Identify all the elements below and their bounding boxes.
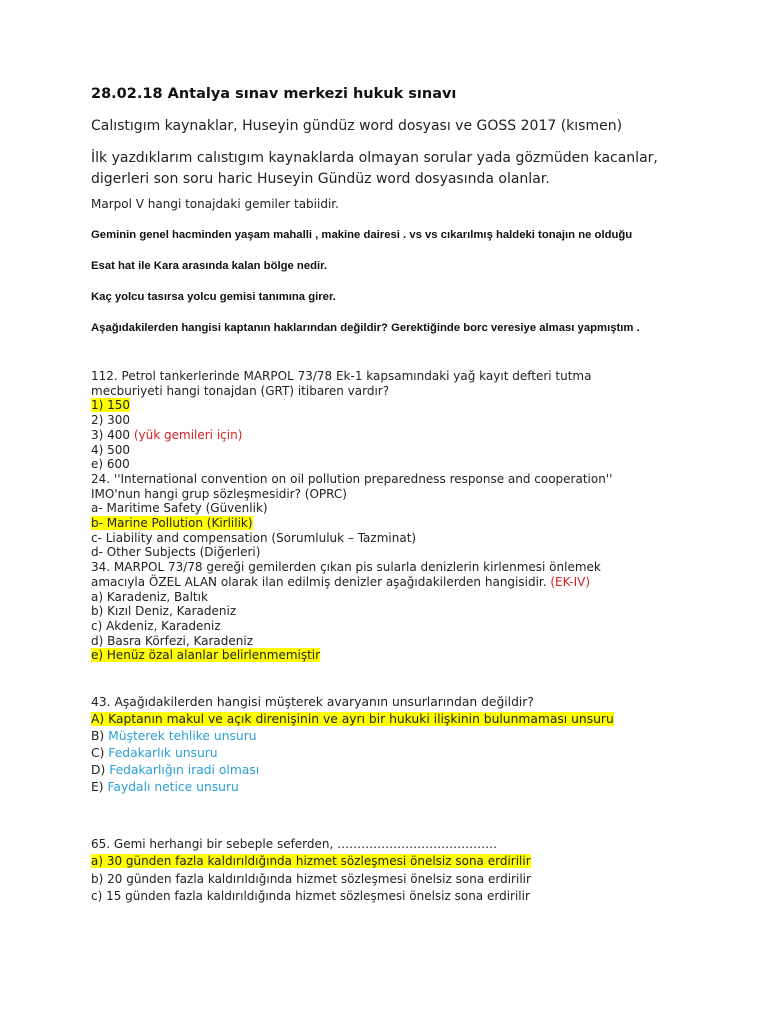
q34-option-a: a) Karadeniz, Baltık [91,589,208,604]
short-question-4: Kaç yolcu tasırsa yolcu gemisi tanımına girer. [91,291,336,303]
q24-option-a: a- Maritime Safety (Güvenlik) [91,501,268,516]
page-title: 28.02.18 Antalya sınav merkezi hukuk sınavı [91,86,457,102]
q24-option-c: c- Liability and compensation (Sorumluluk – Tazminat) [91,530,417,545]
short-question-1: Marpol V hangi tonajdaki gemiler tabiidir. [91,197,339,211]
q112-option-3-text: 3) 400 [91,427,134,442]
q43-option-c [91,745,614,762]
q112-option-3 [91,428,612,443]
q65-option-a-correct: a) 30 günden fazla kaldırıldığında hizmet sözleşmesi önelsiz sona erdirilir [91,854,531,869]
q43-option-b-prefix: B) [91,729,109,743]
q43-option-c-text: Fedakarlık unsuru [108,746,218,760]
q43-option-e-text: Faydalı netice unsuru [107,780,239,794]
q43-option-e-prefix: E) [91,780,108,794]
q112-line-2: mecburiyeti hangi tonajdan (GRT) itibaren vardır? [91,383,390,398]
q24-option-b-correct: b- Marine Pollution (Kirlilik) [91,516,253,531]
q43-option-d-text: Fedakarlığın iradi olması [109,763,260,777]
q34-line-2 [91,575,612,590]
question-block-43 [91,694,614,796]
q24-line-2: IMO'nun hangi grup sözleşmesidir? (OPRC) [91,486,347,501]
q112-option-3-note: (yük gemileri için) [133,427,243,442]
q112-option-1-correct: 1) 150 [91,398,131,413]
q112-option-2: 2) 300 [91,413,131,428]
q24-line-1: 24. ''International convention on oil pollution preparedness response and cooperation'' [91,471,613,486]
q43-option-b-text: Müşterek tehlike unsuru [108,729,257,743]
q34-option-d: d) Basra Körfezi, Karadeniz [91,633,254,648]
q34-line-2-text: amacıyla ÖZEL ALAN olarak ilan edilmiş denizler aşağıdakilerden hangisidir. [91,574,551,589]
q65-question: 65. Gemi herhangi bir sebeple seferden, …………………………………. [91,837,497,851]
q65-option-b: b) 20 günden fazla kaldırıldığında hizmet sözleşmesi önelsiz sona erdirilir [91,871,531,886]
note-line-1: İlk yazdıklarım calıstıgım kaynaklarda olmayan sorular yada gözmüden kacanlar, [91,150,658,166]
short-question-3: Esat hat ile Kara arasında kalan bölge nedir. [91,260,328,272]
question-block-112-24-34 [91,369,612,663]
q112-option-4: 4) 500 [91,442,131,457]
q43-option-d-prefix: D) [91,763,110,777]
note-line-2: digerleri son soru haric Huseyin Gündüz word dosyasında olanlar. [91,171,550,187]
q43-option-a-correct: A) Kaptanın makul ve açık direnişinin ve ayrı bir hukuki ilişkinin bulunmaması unsuru [91,712,614,726]
sources-line: Calıstıgım kaynaklar, Huseyin gündüz word dosyası ve GOSS 2017 (kısmen) [91,118,623,134]
q34-line-2-note: (EK-IV) [550,574,591,589]
q112-line-1: 112. Petrol tankerlerinde MARPOL 73/78 Ek-1 kapsamındaki yağ kayıt defteri tutma [91,369,592,383]
q112-option-5: e) 600 [91,457,130,472]
q43-option-d [91,762,614,779]
q34-option-c: c) Akdeniz, Karadeniz [91,618,221,633]
q65-option-c: c) 15 günden fazla kaldırıldığında hizmet sözleşmesi önelsiz sona erdirilir [91,888,530,903]
q24-option-d: d- Other Subjects (Diğerleri) [91,545,261,560]
q43-option-c-prefix: C) [91,746,109,760]
q34-option-b: b) Kızıl Deniz, Karadeniz [91,604,237,619]
q43-option-b [91,728,614,745]
q34-option-e-correct: e) Henüz özal alanlar belirlenmemiştir [91,648,321,663]
q43-option-e [91,779,614,796]
short-question-2: Geminin genel hacminden yaşam mahalli , makine dairesi . vs vs cıkarılmış haldeki tonajın ne olduğu [91,229,633,241]
question-block-65 [91,836,531,905]
short-question-5: Aşağıdakilerden hangisi kaptanın haklarından değildir? Gerektiğinde borc veresiye alması yapmıştım . [91,322,640,334]
q43-question: 43. Aşağıdakilerden hangisi müşterek avaryanın unsurlarından değildir? [91,695,534,709]
q34-line-1: 34. MARPOL 73/78 gereği gemilerden çıkan pis sularla denizlerin kirlenmesi önlemek [91,560,601,575]
note-paragraph [91,148,658,190]
